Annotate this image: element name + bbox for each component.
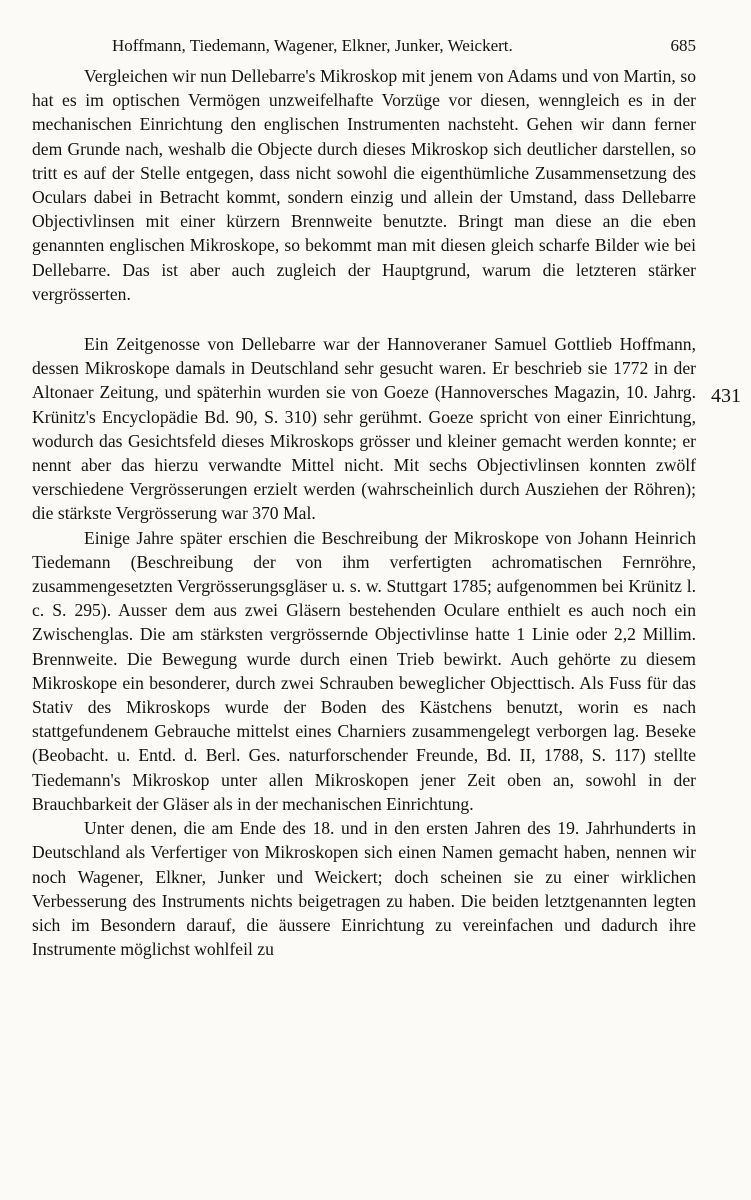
running-header xyxy=(32,34,696,58)
margin-number: 431 xyxy=(711,385,741,407)
paragraph-hoffmann: Ein Zeitgenosse von Dellebarre war der Hannoveraner Samuel Gottlieb Hoffmann, dessen Mikroskope damals in Deutschland sehr gesucht waren. Er beschrieb sie 1772 in der Altonaer Zeitung, und späterhin wurden sie von Goeze (Hannoversches Magazin, 10. Jahrg. Krünitz's Encyclopädie Bd. 90, S. 310) sehr gerühmt. Goeze spricht von einer Einrichtung, wodurch das Gesichtsfeld dieses Mikroskops grösser und kleiner gemacht werden konnte; er nennt aber das hierzu verwandte Mittel nicht. Mit sechs Objectivlinsen konnten zwölf verschiedene Vergrösserungen erzielt werden (wahrscheinlich durch Ausziehen der Röhren); die stärkste Vergrösserung war 370 Mal. xyxy=(32,334,696,524)
paragraph-wagener-elkner-junker-weickert: Unter denen, die am Ende des 18. und in den ersten Jahren des 19. Jahrhunderts in Deutschland als Verfertiger von Mikroskopen sich einen Namen gemacht haben, nennen wir noch Wagener, Elkner, Junker und Weickert; doch scheinen sie zu einer wirklichen Verbesserung des Instruments nichts beigetragen zu haben. Die beiden letztgenannten legten sich im Besondern darauf, die äussere Einrichtung zu vereinfachen und dadurch ihre Instrumente möglichst wohlfeil zu xyxy=(32,818,696,960)
paragraph-tiedemann: Einige Jahre später erschien die Beschreibung der Mikroskope von Johann Heinrich Tiedemann (Beschreibung der von ihm verfertigten achromatischen Fernröhre, zusammengesetzten Vergrösserungsgläser u. s. w. Stuttgart 1785; aufgenommen bei Krünitz l. c. S. 295). Ausser dem aus zwei Gläsern bestehenden Oculare enthielt es auch noch ein Zwischenglas. Die am stärksten vergrössernde Objectivlinse hatte 1 Linie oder 2,2 Millim. Brennweite. Die Bewegung wurde durch einen Trieb bewirkt. Auch gehörte zu diesem Mikroskope ein besonderer, durch zwei Schrauben beweglicher Objecttisch. Als Fuss für das Stativ des Mikroskops wurde der Boden des Kästchens benutzt, worin es nach stattgefundenem Gebrauche mittelst eines Charniers zusammengelegt verborgen lag. Beseke (Beobacht. u. Entd. d. Berl. Ges. naturforschender Freunde, Bd. II, 1788, S. 117) stellte Tiedemann's Mikroskop unter allen Mikroskopen jener Zeit oben an, sowohl in der Brauchbarkeit der Gläser als in der mechanischen Einrichtung. xyxy=(32,527,696,814)
page-number: 685 xyxy=(670,36,696,55)
running-title: Hoffmann, Tiedemann, Wagener, Elkner, Junker, Weickert. xyxy=(112,36,513,55)
paragraph-dellebarre-comparison: Vergleichen wir nun Dellebarre's Mikroskop mit jenem von Adams und von Martin, so hat es im optischen Vermögen unzweifelhafte Vorzüge vor diesen, wenngleich es in der mechanischen Einrichtung den englischen Instrumenten nachsteht. Gehen wir dann ferner dem Grunde nach, weshalb die Objecte durch dieses Mikroskop sich deutlicher darstellen, so tritt es auf der Stelle entgegen, dass nicht sowohl die eigenthümliche Zusammensetzung des Oculars dabei in Betracht kommt, sondern einzig und allein der Umstand, dass Dellebarre Objectivlinsen mit einer kürzern Brennweite benutzte. Bringt man diese an die eben genannten englischen Mikroskope, so bekommt man mit diesen gleich scharfe Bilder wie bei Dellebarre. Das ist aber auch zugleich der Hauptgrund, warum die letzteren stärker vergrösserten. xyxy=(32,66,696,304)
body-text xyxy=(32,64,696,961)
